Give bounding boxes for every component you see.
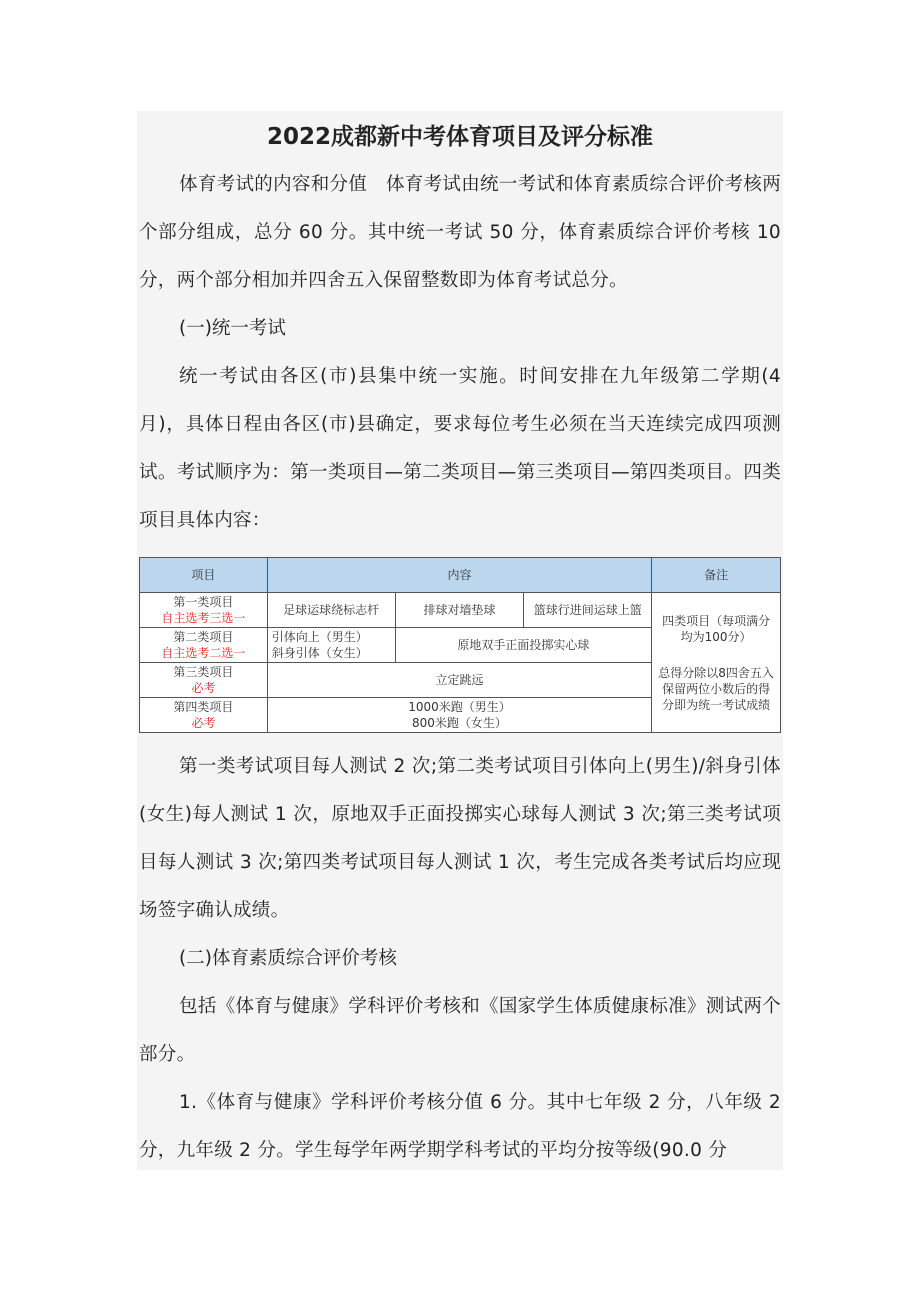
category-rule: 自主选考二选一 <box>161 646 246 660</box>
option-female: 800米跑（女生） <box>412 716 507 730</box>
category-label: 第一类项目 <box>173 595 234 609</box>
option-cell <box>267 698 651 733</box>
unified-exam-paragraph: 统一考试由各区(市)县集中统一实施。时间安排在九年级第二学期(4 月)，具体日程由各区(市)县确定，要求每位考生必须在当天连续完成四项测试。考试顺序为：第一类项目—第二类项目—第三类项目—第四类项目。四类项目具体内容： <box>139 366 781 531</box>
test-count-paragraph: 第一类考试项目每人测试 2 次;第二类考试项目引体向上(男生)/斜身引体(女生)每人测试 1 次，原地双手正面投掷实心球每人测试 3 次;第三类考试项目每人测试 3 次;第四类考试项目每人测试 1 次，考生完成各类考试后均应现场签字确认成绩。 <box>139 756 781 921</box>
category-label: 第四类项目 <box>173 700 234 714</box>
note-cell <box>652 593 781 733</box>
category-rule: 自主选考三选一 <box>161 611 246 625</box>
header-content: 内容 <box>267 558 651 593</box>
table-row <box>140 593 781 628</box>
category-label: 第三类项目 <box>173 665 234 679</box>
section-heading-unified-exam: (一)统一考试 <box>179 318 286 339</box>
category-rule: 必考 <box>191 716 216 730</box>
document-page <box>137 111 783 1170</box>
option-cell: 立定跳远 <box>267 663 651 698</box>
option-male: 引体向上（男生） <box>271 630 368 644</box>
category-label: 第二类项目 <box>173 630 234 644</box>
option-cell: 排球对墙垫球 <box>395 593 524 628</box>
table-header-row <box>140 558 781 593</box>
option-cell: 足球运球绕标志杆 <box>267 593 395 628</box>
intro-paragraph: 体育考试的内容和分值 体育考试由统一考试和体育素质综合评价考核两个部分组成，总分 60 分。其中统一考试 50 分，体育素质综合评价考核 10 分，两个部分相加并四舍五入保留整数即为体育考试总分。 <box>139 174 781 291</box>
option-cell <box>267 628 395 663</box>
pe-health-paragraph: 1.《体育与健康》学科评价考核分值 6 分。其中七年级 2 分，八年级 2 分，九年级 2 分。学生每学年两学期学科考试的平均分按等级(90.0 分 <box>139 1092 781 1161</box>
exam-items-table <box>139 557 781 733</box>
category-cell <box>140 698 268 733</box>
category-cell <box>140 593 268 628</box>
section-heading-comprehensive: (二)体育素质综合评价考核 <box>179 948 397 969</box>
header-note: 备注 <box>652 558 781 593</box>
comprehensive-paragraph: 包括《体育与健康》学科评价考核和《国家学生体质健康标准》测试两个部分。 <box>139 996 781 1065</box>
option-male: 1000米跑（男生） <box>408 700 511 714</box>
category-cell <box>140 663 268 698</box>
category-cell <box>140 628 268 663</box>
note-full-score: 四类项目（每项满分均为100分） <box>662 613 771 644</box>
option-cell: 篮球行进间运球上篮 <box>524 593 652 628</box>
exam-items-table-wrapper <box>139 557 781 733</box>
header-item: 项目 <box>140 558 268 593</box>
option-female: 斜身引体（女生） <box>271 646 368 660</box>
category-rule: 必考 <box>191 681 216 695</box>
option-cell: 原地双手正面投掷实心球 <box>395 628 652 663</box>
document-title: 2022成都新中考体育项目及评分标准 <box>266 124 653 150</box>
note-total-score: 总得分除以8四舍五入保留两位小数后的得分即为统一考试成绩 <box>658 665 774 712</box>
